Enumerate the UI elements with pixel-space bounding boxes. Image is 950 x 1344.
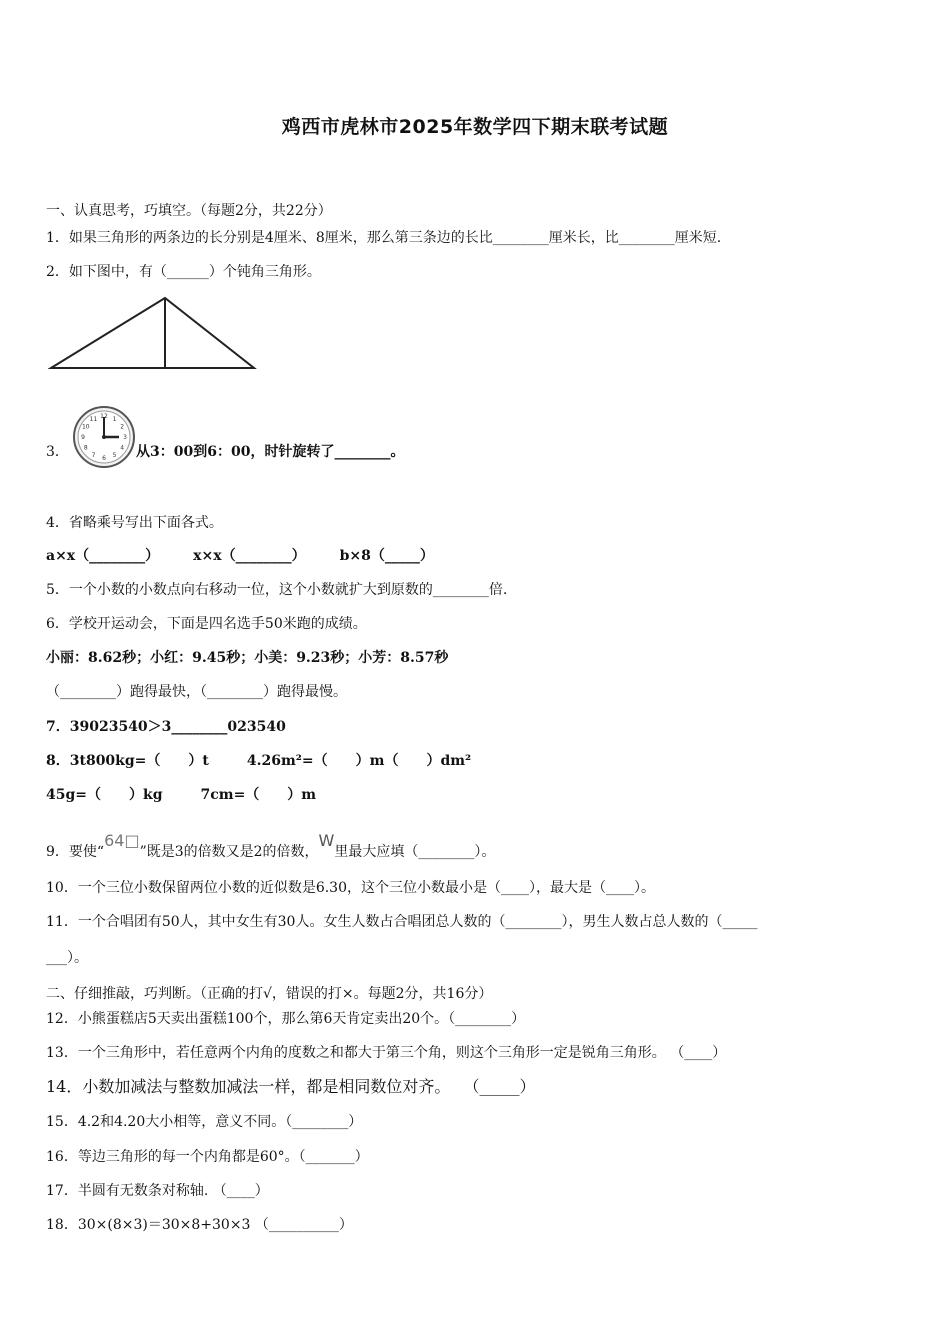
question-5: 5．一个小数的小数点向右移动一位，这个小数就扩大到原数的________倍.: [46, 582, 508, 598]
section-2-heading: 二、仔细推敲，巧判断。（正确的打√，错误的打×。每题2分，共16分）: [46, 986, 493, 1002]
question-4: 4．省略乘号写出下面各式。: [46, 515, 223, 531]
question-2: 2．如下图中，有（______）个钝角三角形。: [46, 264, 321, 280]
section-1-heading: 一、认真思考，巧填空。（每题2分，共22分）: [46, 203, 332, 219]
clock-number: 2: [120, 423, 125, 431]
question-15: 15．4.2和4.20大小相等，意义不同。（________）: [46, 1114, 363, 1130]
question-10: 10．一个三位小数保留两位小数的近似数是6.30，这个三位小数最小是（____），最大是（____）。: [46, 880, 655, 896]
clock-number: 10: [81, 423, 90, 431]
question-9: 9．要使“64□”既是3的倍数又是2的倍数，W里最大应填（________）。: [46, 831, 496, 860]
clock-number: 11: [89, 415, 98, 423]
q8-item-c: 45g=（ ）kg: [46, 787, 163, 803]
question-8-row-2: [46, 785, 316, 805]
clock-number: 3: [123, 434, 127, 441]
question-17: 17．半圆有无数条对称轴. （____）: [46, 1183, 269, 1199]
q8-item-a: 8．3t800kg=（ ）t: [46, 753, 209, 769]
page-title: 鸡西市虎林市2025年数学四下期末联考试题: [281, 116, 669, 138]
q8-item-d: 7cm=（ ）m: [200, 787, 317, 803]
box-symbol-image: W: [318, 831, 335, 850]
clock-number: 7: [91, 452, 96, 460]
digit-box-image: 64□: [104, 831, 140, 850]
question-11-line-2: ___）。: [46, 950, 88, 966]
question-14: 14．小数加减法与整数加减法一样，都是相同数位对齐。 （_____）: [46, 1077, 536, 1096]
question-16: 16．等边三角形的每一个内角都是60°。（_______）: [46, 1149, 369, 1165]
question-6: 6．学校开运动会，下面是四名选手50米跑的成绩。: [46, 616, 367, 632]
question-11-line-1: 11．一个合唱团有50人，其中女生有30人。女生人数占合唱团总人数的（________），男生人数占总人数的（_____: [46, 914, 758, 930]
triangle-figure: [48, 296, 258, 376]
clock-number: 8: [83, 444, 88, 452]
question-1: 1．如果三角形的两条边的长分别是4厘米、8厘米，那么第三条边的长比________厘米长，比________厘米短.: [46, 230, 722, 246]
clock-icon: [72, 405, 136, 469]
clock-number: 12: [100, 413, 108, 420]
question-18: 18．30×(8×3)＝30×8+30×3 （__________）: [46, 1217, 353, 1233]
question-4-items: [46, 546, 434, 566]
q4-item-b: x×x（________）: [193, 548, 306, 564]
question-13: 13．一个三角形中，若任意两个内角的度数之和都大于第三个角，则这个三角形一定是锐角三角形。 （____）: [46, 1045, 727, 1061]
q4-item-a: a×x（________）: [46, 548, 160, 564]
clock-number: 1: [112, 415, 117, 423]
question-6-answer: （________）跑得最快，（________）跑得最慢。: [46, 684, 347, 700]
clock-number: 6: [102, 455, 106, 462]
question-7: 7．39023540＞3________023540: [46, 719, 286, 735]
clock-number: 4: [120, 444, 125, 452]
question-3-number: 3．: [46, 444, 69, 460]
question-8-row-1: [46, 751, 471, 771]
q8-item-b: 4.26m²=（ ）m（ ）dm²: [246, 753, 472, 769]
question-6-data: 小丽：8.62秒；小红：9.45秒；小美：9.23秒；小芳：8.57秒: [46, 650, 449, 666]
clock-number: 9: [81, 434, 85, 441]
q4-item-c: b×8（_____）: [339, 548, 434, 564]
question-3-text: 从3：00到6：00，时针旋转了________。: [136, 444, 405, 460]
clock-number: 5: [112, 452, 117, 460]
question-12: 12．小熊蛋糕店5天卖出蛋糕100个，那么第6天肯定卖出20个。（________）: [46, 1011, 526, 1027]
